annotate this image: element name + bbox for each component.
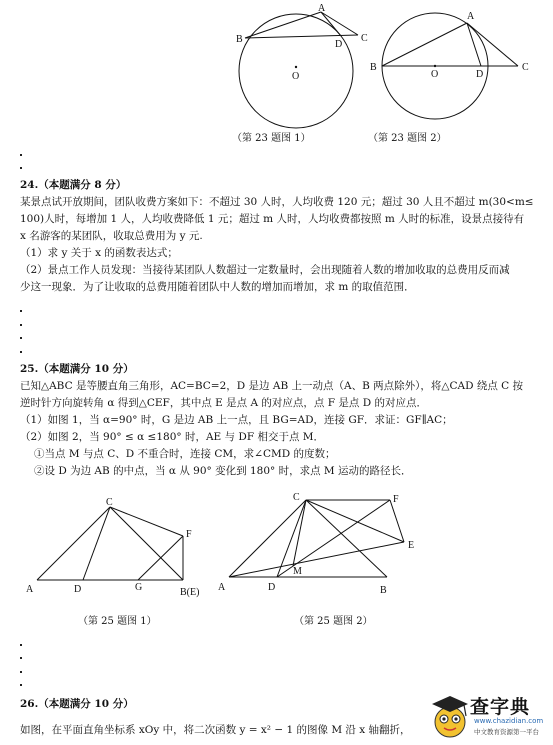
fig23-2-label-C: C bbox=[522, 62, 529, 73]
fig23-1-line-AC bbox=[321, 12, 358, 35]
fig23-2-caption: （第 23 题图 2） bbox=[368, 133, 447, 144]
q25-part-2: （2）如图 2，当 90° ≤ α ≤180° 时，AE 与 DF 相交于点 M． bbox=[20, 431, 325, 443]
fig23-1-label-D: D bbox=[335, 39, 343, 50]
chazidian-logo bbox=[428, 690, 548, 745]
fig25-1-label-F: F bbox=[186, 529, 192, 540]
fig25-1-label-G: G bbox=[135, 582, 143, 593]
fig25-2-label-M: M bbox=[293, 566, 302, 577]
fig25-2-line-CB bbox=[306, 500, 387, 577]
fig23-1-label-A: A bbox=[318, 3, 326, 14]
blank-line-marker bbox=[20, 310, 22, 312]
blank-line-marker bbox=[20, 657, 22, 659]
blank-line-marker bbox=[20, 684, 22, 686]
q24-part-2-line-2: 少这一现象．为了让收取的总费用随着团队中人数的增加而增加，求 m 的取值范围． bbox=[20, 281, 415, 293]
fig23-2-center-dot bbox=[434, 65, 436, 67]
fig25-1-label-D: D bbox=[74, 584, 82, 595]
q25-sub-1: ①当点 M 与点 C、D 不重合时，连接 CM，求∠CMD 的度数； bbox=[34, 448, 336, 460]
q26-header: 26.（本题满分 10 分） bbox=[20, 698, 134, 710]
fig23-1-caption: （第 23 题图 1） bbox=[232, 133, 311, 144]
fig25-1-line-CD bbox=[83, 507, 110, 580]
fig23-2-line-BA bbox=[382, 23, 467, 66]
figure-23-1 bbox=[239, 12, 358, 128]
fig25-1-label-B: B(E) bbox=[180, 587, 200, 598]
fig25-2-label-C: C bbox=[293, 492, 300, 503]
q25-text-line-1: 已知△ABC 是等腰直角三角形，AC=BC=2，D 是边 AB 上一动点（A、B 两点除外），将△CAD 绕点 C 按 bbox=[20, 380, 524, 392]
blank-line-marker bbox=[20, 351, 22, 353]
fig25-1-label-C: C bbox=[106, 497, 113, 508]
q26-text-line-1: 如图，在平面直角坐标系 xOy 中，将二次函数 y = x² − 1 的图像 M 沿 x 轴翻折， bbox=[20, 724, 411, 736]
fig25-1-caption: （第 25 题图 1） bbox=[78, 616, 157, 627]
q24-header: 24.（本题满分 8 分） bbox=[20, 179, 127, 191]
fig23-1-label-C: C bbox=[361, 33, 368, 44]
q24-part-1: （1）求 y 关于 x 的函数表达式； bbox=[20, 247, 178, 259]
graduate-mascot-icon bbox=[428, 692, 472, 740]
blank-line-marker bbox=[20, 324, 22, 326]
fig25-2-caption: （第 25 题图 2） bbox=[294, 616, 373, 627]
fig23-1-label-B: B bbox=[236, 34, 243, 45]
fig23-2-label-A: A bbox=[467, 11, 475, 22]
q25-part-1: （1）如图 1，当 α=90° 时，G 是边 AB 上一点，且 BG=AD，连接 GF．求证：GF∥AC； bbox=[20, 414, 453, 426]
figure-25-1 bbox=[37, 507, 183, 580]
logo-name: 查字典 bbox=[470, 696, 531, 718]
q25-sub-2: ②设 D 为边 AB 的中点，当 α 从 90° 变化到 180° 时，求点 M 运动的路径长． bbox=[34, 465, 412, 477]
fig25-2-line-AE bbox=[229, 542, 404, 577]
q24-part-2-line-1: （2）景点工作人员发现：当接待某团队人数超过一定数量时，会出现随着人数的增加收取的总费用反而减 bbox=[20, 264, 510, 276]
blank-line-marker bbox=[20, 671, 22, 673]
fig25-2-label-A: A bbox=[218, 582, 226, 593]
q24-text-line-2: 100)人时，每增加 1 人，人均收费降低 1 元；超过 m 人时，人均收费都按照 m 人时的标准，设景点接待有 bbox=[20, 213, 525, 225]
q24-text-line-3: x 名游客的某团队，收取总费用为 y 元. bbox=[20, 230, 203, 242]
figure-23-2 bbox=[382, 13, 518, 119]
blank-line-marker bbox=[20, 337, 22, 339]
fig23-1-center-dot bbox=[295, 66, 297, 68]
fig25-2-line-CE bbox=[306, 500, 404, 542]
fig25-2-label-B: B bbox=[380, 585, 387, 596]
fig23-2-label-O: O bbox=[431, 69, 439, 80]
fig25-2-line-FE bbox=[390, 500, 404, 542]
blank-line-marker bbox=[20, 644, 22, 646]
fig25-2-label-D: D bbox=[268, 582, 276, 593]
fig23-2-label-B: B bbox=[370, 62, 377, 73]
logo-url: www.chazidian.com bbox=[474, 717, 544, 725]
blank-line-marker bbox=[20, 167, 22, 169]
figure-25-2 bbox=[229, 500, 404, 577]
q25-text-line-2: 逆时针方向旋转角 α 得到△CEF，其中点 E 是点 A 的对应点，点 F 是点 D 的对应点． bbox=[20, 397, 427, 409]
fig25-2-label-F: F bbox=[393, 494, 399, 505]
fig25-1-line-CB bbox=[110, 507, 183, 580]
logo-tagline: 中文教育资源第一平台 bbox=[474, 728, 539, 736]
q25-header: 25.（本题满分 10 分） bbox=[20, 363, 134, 375]
fig25-1-line-CF bbox=[110, 507, 183, 536]
fig23-2-line-AC bbox=[467, 23, 518, 66]
fig25-1-label-A: A bbox=[26, 584, 34, 595]
fig25-2-line-CM bbox=[293, 500, 306, 566]
fig23-1-line-AD bbox=[321, 12, 341, 36]
blank-line-marker bbox=[20, 154, 22, 156]
fig25-2-label-E: E bbox=[408, 540, 415, 551]
fig23-1-label-O: O bbox=[292, 71, 300, 82]
fig23-2-label-D: D bbox=[476, 69, 484, 80]
q24-text-line-1: 某景点试开放期间，团队收费方案如下：不超过 30 人时，人均收费 120 元；超过 30 人且不超过 m(30<m≤ bbox=[20, 196, 534, 208]
fig25-1-line-AC bbox=[37, 507, 110, 580]
